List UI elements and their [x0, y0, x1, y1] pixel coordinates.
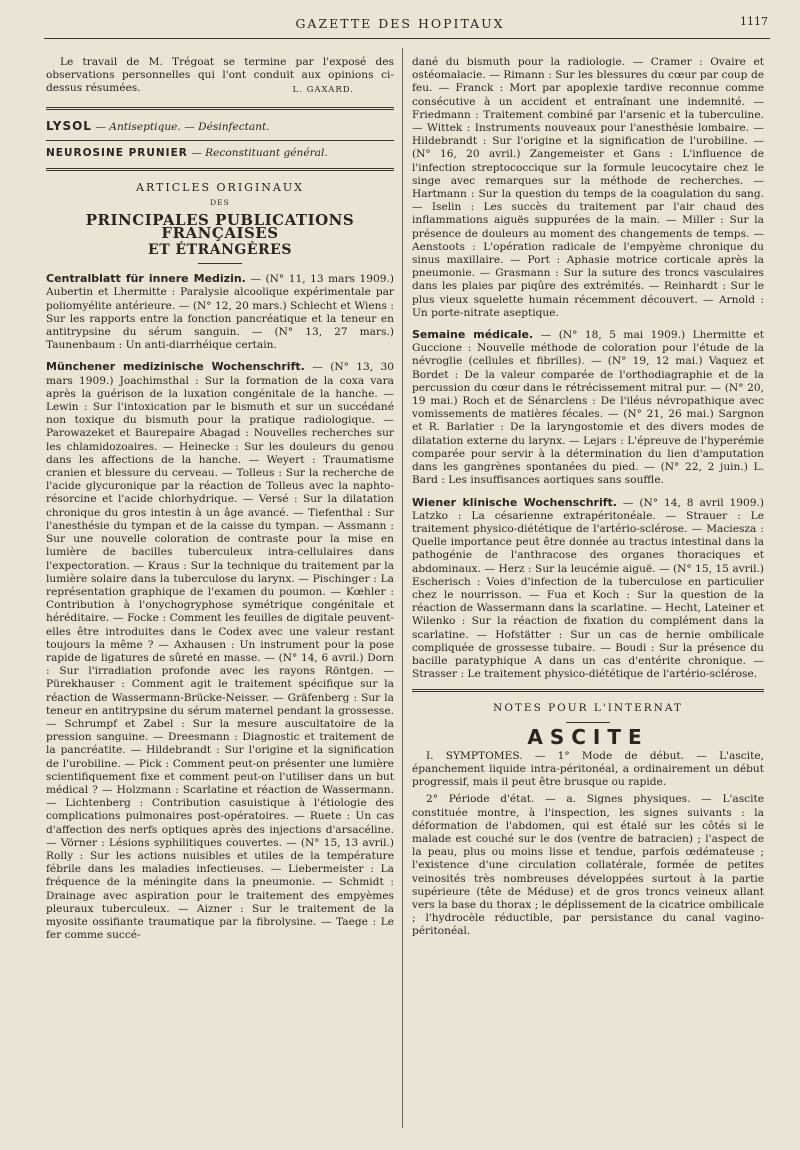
- entry-semaine-text: — (N° 18, 5 mai 1909.) Lhermitte et Guccione : Nouvelle méthode de coloration pour l'étude de la névroglie (cellules et fibrilles). — (N° 19, 12 mai.) Vaquez et Bordet : De la valeur comparée de l'orthodiagraphie et de la percussion du cœur dans le rétrécissement mitral pur. — (N° 20, 19 mai.) Roch et de Sénarclens : De l'iléus névropathique avec vomissements de matières fécales. — (N° 21, 26 mai.) Sargnon et R. Barlatier : De la laryngostomie et des divers modes de dilatation externe du larynx. — Lejars : L'épreuve de l'hyperémie comparée pour servir à la détermination du lien d'amputation dans les gangrènes spontanées du pied. — (N° 22, 2 juin.) L. Bard : Les insuffisances aortiques sans souffle.: [412, 329, 764, 487]
- double-rule-3: [412, 689, 764, 692]
- entry-wiener-text: — (N° 14, 8 avril 1909.) Latzko : La césarienne extrapéritonéale. — Strauer : Le traitement physico-diététique de l'artério-sclérose. — Maciesza : Quelle importance peut être donnée au tractus intestinal dans la pathogénie de l'anthracose des organes thoraciques et abdominaux. — Herz : Sur la leucémie aiguë. — (N° 15, 15 avril.) Escherisch : Voies d'infection de la tuberculose en particulier chez le nourrisson. — Fua et Koch : Sur la question de la réaction de Wassermann dans la scarlatine. — Hecht, Lateiner et Wilenko : Sur la réaction de fixation du complément dans la scarlatine. — Hofstätter : Sur un cas de hernie ombilicale compliquée de grossesse tubaire. — Boudi : Sur la présence du bacille paratyphique A dans un cas d'entérite chronique. — Strasser : Le traitement physico-diététique de l'artério-sclérose.: [412, 496, 764, 681]
- entry-munchener-text: — (N° 13, 30 mars 1909.) Joachimsthal : Sur la formation de la coxa vara après la guérison de la luxation congénitale de la hanche. — Lewin : Sur l'intoxication par le bismuth et sur un succédané non toxique du bismuth pour la pratique radiologique. — Parowazeket et Baurepaire Abagad : Nouvelles recherches sur les chlamidozoaires. — Heinecke : Sur les douleurs du genou dans les affections de la hanche. — Weyert : Traumatisme cranien et blessure du cerveau. — Tolleus : Sur la recherche de l'acide glycuronique par la réaction de Tolleus avec la naphto-résorcine et l'acide chlorhydrique. — Versé : Sur la dilatation chronique du gros intestin à un âge avancé. — Tiefenthal : Sur l'anesthésie du tympan et de la caisse du tympan. — Assmann : Sur une nouvelle coloration de contraste pour la mise en lumière de bacilles tuberculeux intra-cellulaires dans l'expectoration. — Kraus : Sur la technique du traitement par la lumière solaire dans la tuberculose du larynx. — Pischinger : La représentation graphique de l'examen du poumon. — Kœhler : Contribution à l'onychogryphose symétrique congénitale et héréditaire. — Focke : Comment les feuilles de digitale peuvent-elles être introduites dans le Codex avec une valeur restant toujours la même ? — Axhausen : Un instrument pour la pose rapide de ligatures de sûreté en masse. — (N° 14, 6 avril.) Dorn : Sur l'irradiation profonde avec les rayons Röntgen. — Pürekhauser : Comment agit le traitement spécifique sur la réaction de Wassermann-Brücke-Neisser. — Gräfenberg : Sur la teneur en antitrypsine du sérum maternel pendant la grossesse. — Schrumpf et Zabel : Sur la mesure auscultatoire de la pression sanguine. — Dreesmann : Diagnostic et traitement de la pancréatite. — Hildebrandt : Sur l'origine et la signification de l'urobiline. — Pick : Comment peut-on présenter une lumière scientifiquement fixe et comment peut-on l'utiliser dans un but médical ? — Holzmann : Scarlatine et réaction de Wassermann. — Lichtenberg : Contribution casuistique à l'étiologie des complications pulmonaires post-opératoires. — Ruete : Un cas d'affection des nerfs optiques après des injections d'arsacéline. — Vörner : Lésions syphilitiques couvertes. — (N° 15, 13 avril.) Rolly : Sur les actions nuisibles et utiles de la température fébrile dans les maladies infectieuses. — Liebermeister : La fréquence de la méningite dans la pneumonie. — Schmidt : Drainage avec aspiration pour le traitement des empyèmes pleuraux tuberculeux. — Aizner : Sur le traitement de la myosite ossifiante traumatique par la fibrolysine. — Taege : Le fer comme succé-: [46, 361, 394, 942]
- left-column: [46, 56, 394, 942]
- intro-signature: L. GAXARD.: [292, 84, 354, 95]
- entry-wiener: [412, 496, 764, 682]
- section-title: ARTICLES ORIGINAUX: [136, 181, 304, 195]
- ad-lysol-text: — Antiseptique. — Désinfectant.: [91, 120, 270, 133]
- entry-semaine-journal: Semaine médicale.: [412, 328, 534, 342]
- column-divider: [402, 48, 403, 1128]
- ad-neurosine: [46, 147, 394, 160]
- short-rule-2: [566, 722, 610, 723]
- intro-paragraph: Le travail de M. Trégoat se termine par l'exposé des observations personnelles qui l'ont conduit aux opinions ci-dessus résumées.: [46, 56, 394, 95]
- ad-lysol: [46, 120, 394, 134]
- ascite-title: ASCITE: [527, 724, 649, 749]
- entry-semaine: [412, 328, 764, 487]
- ad-neurosine-text: — Reconstituant général.: [187, 147, 328, 160]
- entry-munchener: [46, 360, 394, 942]
- entry-centralblatt: [46, 272, 394, 352]
- entry-centralblatt-text: — (N° 11, 13 mars 1909.) Aubertin et Lhermitte : Paralysie alcoolique expérimentale par poliomyélite antérieure. — (N° 12, 20 mars.) Schlecht et Wiens : Sur les rapports entre la fonction pancréatique et la teneur en antitrypsine du sérum sanguin. — (N° 13, 27 mars.) Taunenbaum : Un anti-diarrhéique certain.: [46, 273, 394, 352]
- entry-munchener-journal: Münchener medizinische Wochenschrift.: [46, 360, 305, 374]
- continuation-paragraph: dané du bismuth pour la radiologie. — Cramer : Ovaire et ostéomalacie. — Rimann : Sur les blessures du cœur par coup de feu. — Franck : Mort par apoplexie tardive reconnue comme consécutive à un accident et entraînant une indemnité. — Friedmann : Traitement combiné par l'arsenic et la tuberculine. — Wittek : Instruments nouveaux pour l'anesthésie lombaire. — Hildebrandt : Sur l'origine et la signification de l'urobiline. — (N° 16, 20 avril.) Zangemeister et Gans : L'influence de l'infection streptococcique sur la formule leucocytaire chez le singe avec remarques sur la méthode de recherches. — Hartmann : Sur la question du temps de la coagulation du sang. — Iselin : Les succès du traitement par l'air chaud des inflammations aiguës suppurées de la main. — Miller : Sur la présence de douleurs au moment des changements de temps. — Aenstoots : L'opération radicale de l'empyème chronique du sinus maxillaire. — Port : Aphasie motrice corticale après la pneumonie. — Grasmann : Sur la suture des troncs vasculaires dans les plaies par piqûre des extrémités. — Reinhardt : Sur le plus vieux squelette humain récemment découvert. — Arnold : Un porte-nitrate aseptique.: [412, 56, 764, 319]
- section-des: DES: [210, 198, 230, 208]
- ascite-paragraph-2: 2° Période d'état. — a. Signes physiques. — L'ascite constituée montre, à l'inspection, les signes suivants : la déformation de l'abdomen, qui est étalé sur les côtés si le malade est couché sur le dos (ventre de batracien) ; l'aspect de la peau, plus ou moins lisse et tendue, parfois œdémateuse ; l'existence d'une circulation collatérale, formée de petites veinosités très nombreuses développées surtout à la partie supérieure (tête de Méduse) et de gros troncs veineux allant vers la base du thorax ; le déplissement de la cicatrice ombilicale ; l'hydrocèle réductible, par persistance du canal vagino-péritonéal.: [412, 793, 764, 938]
- double-rule-2: [46, 168, 394, 171]
- ad-lysol-brand: LYSOL: [46, 118, 92, 133]
- ad-rule: [46, 140, 394, 141]
- ascite-paragraph-1: I. SYMPTOMES. — 1° Mode de début. — L'ascite, épanchement liquide intra-péritonéal, a ordinairement un début progressif, mais il peut être brusque ou rapide.: [412, 749, 764, 789]
- entry-centralblatt-journal: Centralblatt für innere Medizin.: [46, 272, 246, 286]
- header-rule: [44, 38, 770, 39]
- double-rule: [46, 107, 394, 110]
- right-column: [412, 56, 764, 939]
- entry-wiener-journal: Wiener klinische Wochenschrift.: [412, 495, 617, 509]
- big-title-1: PRINCIPALES PUBLICATIONS FRANÇAISES: [85, 210, 355, 242]
- running-head: [0, 12, 800, 34]
- big-title-2: ET ÉTRANGÈRES: [148, 242, 292, 259]
- short-rule: [198, 263, 242, 264]
- ad-neurosine-brand: NEUROSINE PRUNIER: [46, 147, 188, 160]
- page-number: 1117: [740, 15, 768, 28]
- notes-title: NOTES POUR L'INTERNAT: [493, 702, 683, 715]
- journal-title: GAZETTE DES HOPITAUX: [295, 16, 505, 31]
